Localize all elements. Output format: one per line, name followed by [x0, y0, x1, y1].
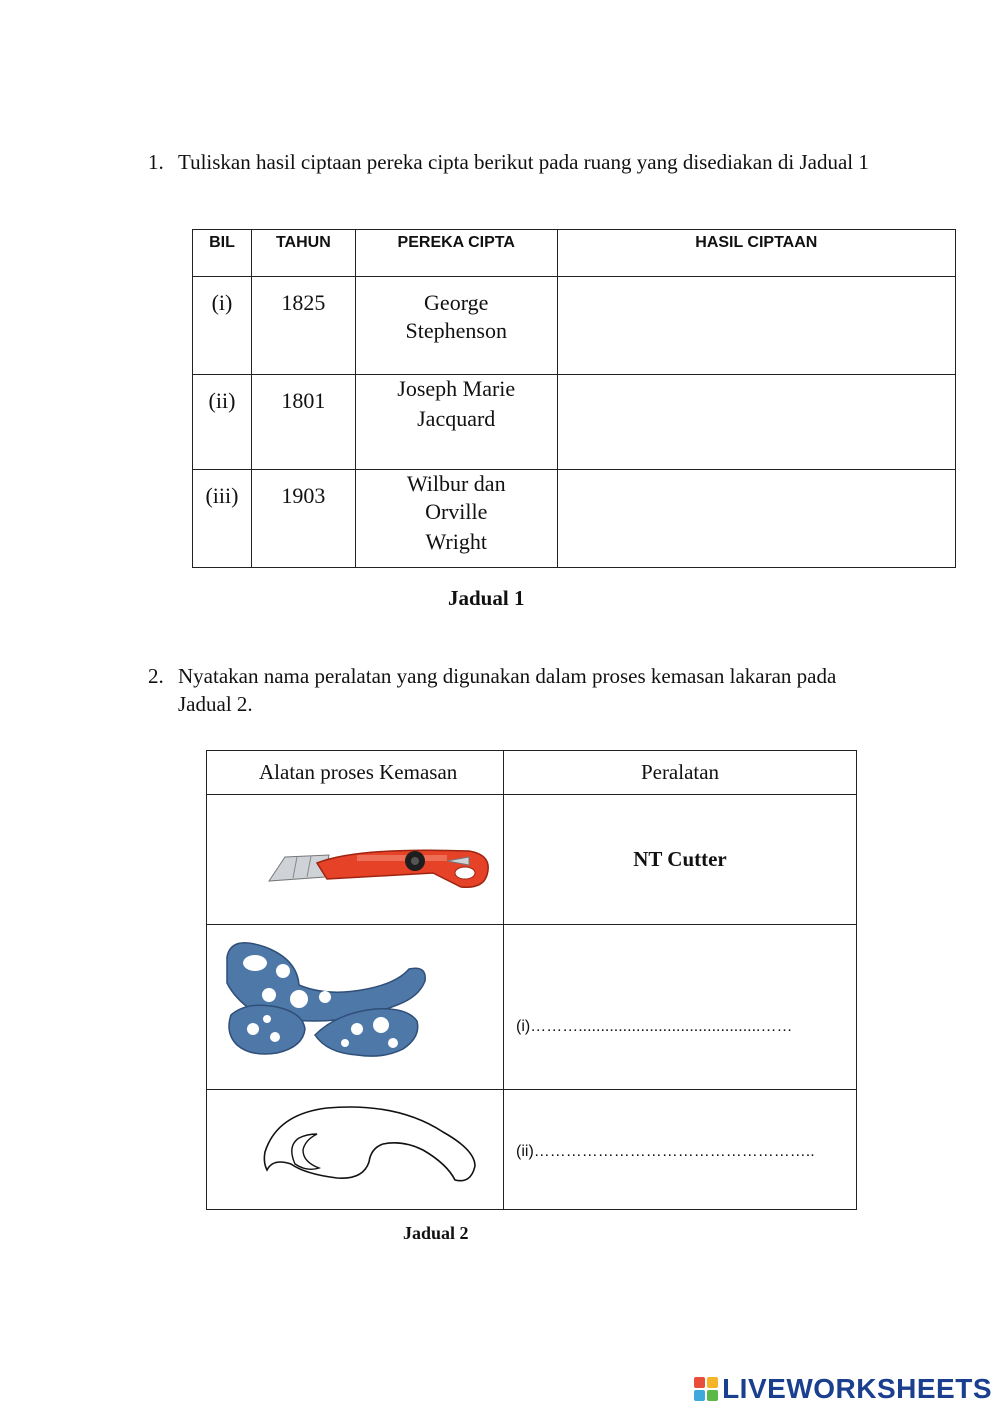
french-curves-image: [207, 925, 503, 1084]
cell-bil: (i): [193, 277, 252, 375]
answer-field-i[interactable]: (i)……….........................................……: [504, 925, 857, 1090]
answer-cell[interactable]: [557, 277, 955, 375]
logo-grid-icon: [694, 1377, 718, 1401]
cell-bil: (ii): [193, 375, 252, 470]
table-row: [193, 277, 956, 375]
cell-tahun: 1903: [251, 470, 355, 568]
table-row: [193, 375, 956, 470]
logo-text: LIVEWORKSHEETS: [722, 1373, 992, 1404]
question-text: Tuliskan hasil ciptaan pereka cipta berikut pada ruang yang disediakan di Jadual 1: [178, 150, 869, 174]
header-pereka-cipta: PEREKA CIPTA: [355, 230, 557, 277]
table-row: [193, 470, 956, 568]
pereka-line: Wright: [425, 529, 487, 554]
cell-tahun: 1825: [251, 277, 355, 375]
cell-pereka: [355, 470, 557, 568]
answer-cell[interactable]: [557, 375, 955, 470]
table-row: [207, 1090, 857, 1210]
cell-tahun: 1801: [251, 375, 355, 470]
pereka-line: Stephenson: [405, 318, 507, 343]
liveworksheets-logo: [694, 1373, 992, 1405]
table-row: [207, 795, 857, 925]
header-tahun: TAHUN: [251, 230, 355, 277]
answer-cell[interactable]: [557, 470, 955, 568]
header-hasil-ciptaan: HASIL CIPTAAN: [557, 230, 955, 277]
nt-cutter-image: [207, 795, 503, 919]
header-bil: BIL: [193, 230, 252, 277]
pereka-line: Jacquard: [417, 406, 496, 431]
table-1-caption: Jadual 1: [448, 586, 525, 610]
cell-bil: (iii): [193, 470, 252, 568]
question-number: 1.: [148, 150, 164, 174]
answer-field-ii[interactable]: (ii)……………………………………………..: [504, 1090, 857, 1210]
pereka-line: George: [424, 290, 489, 315]
pereka-line: Wilbur dan: [406, 471, 506, 496]
question-number: 2.: [148, 664, 164, 688]
logo-square: [694, 1390, 705, 1401]
table-2: [206, 750, 857, 1210]
table-row: [207, 925, 857, 1090]
logo-square: [694, 1377, 705, 1388]
logo-square: [707, 1390, 718, 1401]
table-header-row: [207, 751, 857, 795]
table-1: [192, 229, 956, 568]
pereka-line: Orville: [425, 499, 488, 524]
image-cell: [207, 795, 504, 925]
table-header-row: [193, 230, 956, 277]
french-curve-outline-image: [207, 1090, 503, 1204]
header-peralatan: Peralatan: [504, 751, 857, 795]
image-cell: [207, 1090, 504, 1210]
table-2-caption: Jadual 2: [403, 1223, 469, 1243]
header-alatan: Alatan proses Kemasan: [207, 751, 504, 795]
cell-pereka: [355, 375, 557, 470]
answer-nt-cutter: NT Cutter: [504, 795, 857, 925]
question-text: Nyatakan nama peralatan yang digunakan dalam proses kemasan lakaran pada Jadual 2.: [178, 664, 837, 716]
image-cell: [207, 925, 504, 1090]
cell-pereka: [355, 277, 557, 375]
pereka-line: Joseph Marie: [397, 376, 516, 401]
logo-square: [707, 1377, 718, 1388]
